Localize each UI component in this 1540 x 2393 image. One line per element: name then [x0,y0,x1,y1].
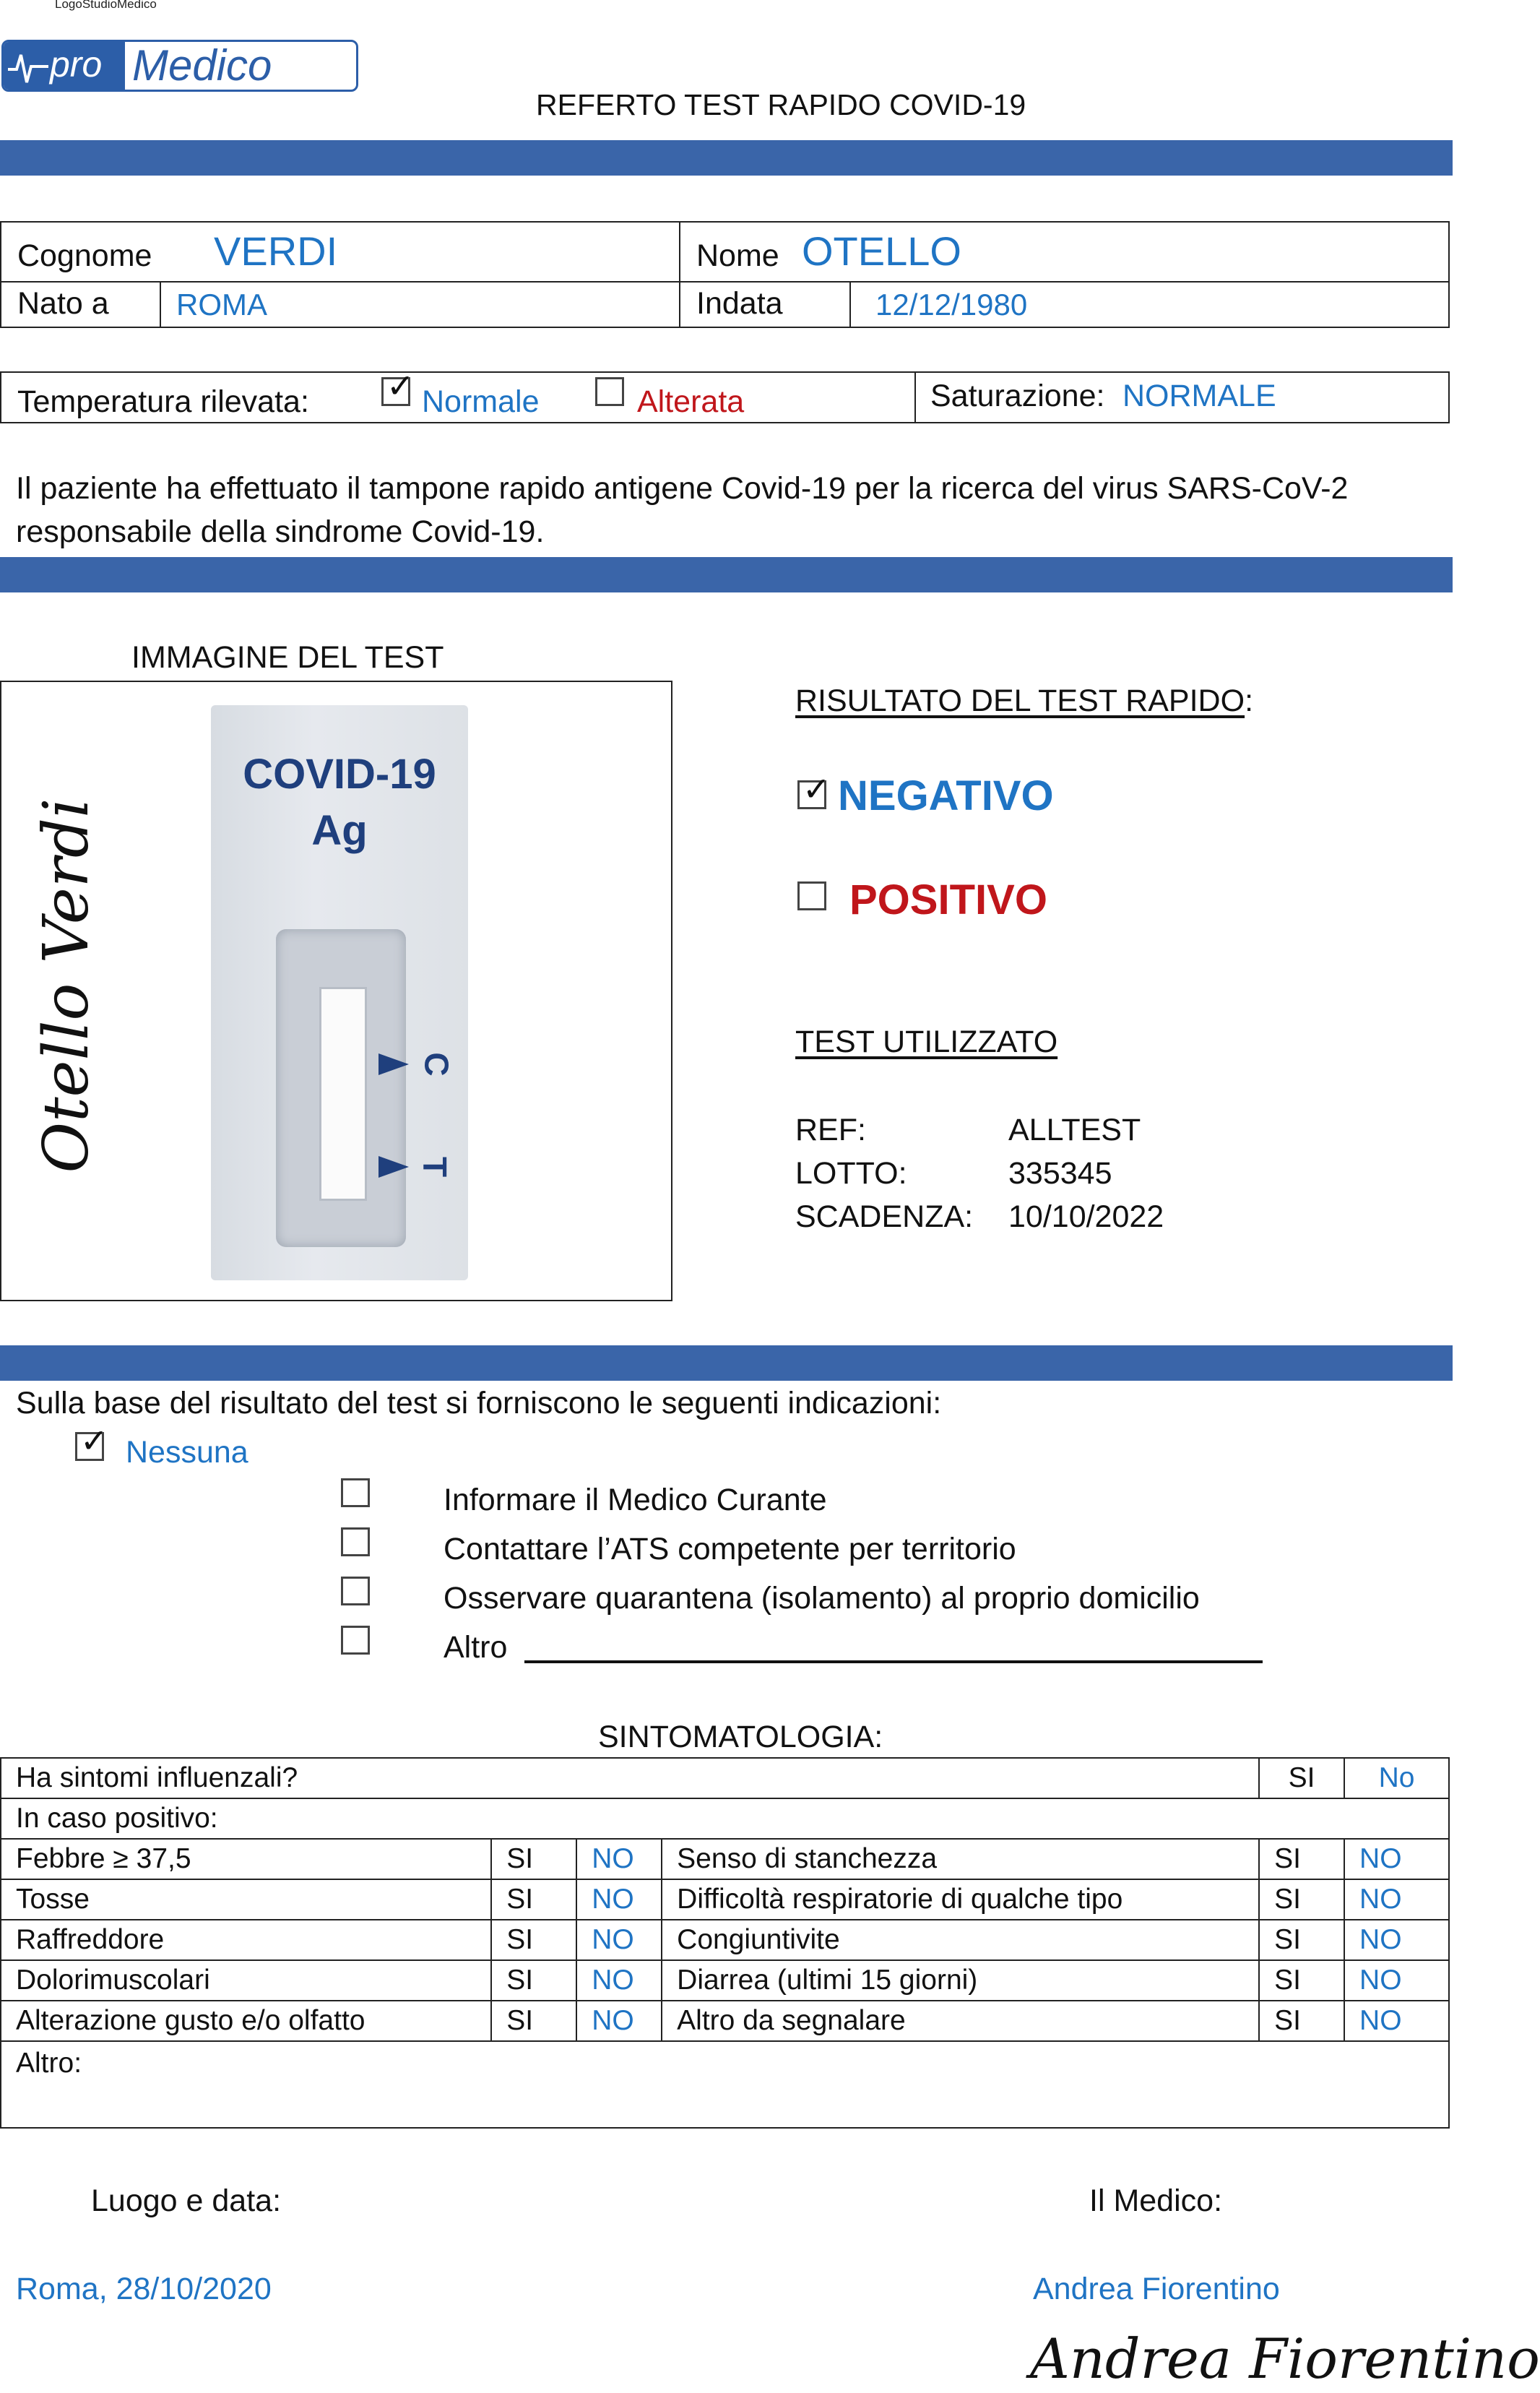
symptom-right-si[interactable]: SI [1259,1960,1344,2001]
result-heading-colon: : [1245,684,1254,718]
table-row [1,1839,1449,1879]
birthdate-label: Indata [696,286,783,321]
temp-normal-label: Normale [422,384,540,419]
symptom-left-no[interactable]: NO [576,1879,662,1920]
positive-label: POSITIVO [849,876,1047,923]
saturation-label: Saturazione: [930,379,1105,413]
vitals-table [0,366,1450,423]
symptom-right-no[interactable]: NO [1344,2001,1449,2041]
checkmark-icon: ✓ [803,769,831,809]
temp-altered-checkbox[interactable] [595,377,624,406]
symptom-left-si[interactable]: SI [491,2001,576,2041]
test-used-expiry-value: 10/10/2022 [1008,1199,1164,1234]
indication-checkbox-1[interactable] [341,1478,370,1507]
logo [1,40,358,92]
test-used-ref-label: REF: [795,1113,866,1147]
birthdate-value: 12/12/1980 [875,288,1028,322]
temp-normal-checkbox[interactable] [381,366,415,406]
indication-option-3: Osservare quarantena (isolamento) al proprio domicilio [444,1581,1200,1616]
birthplace-label: Nato a [17,286,109,321]
flu-question: Ha sintomi influenzali? [1,1758,1259,1798]
indication-other-line[interactable] [524,1660,1263,1663]
test-used-ref-value: ALLTEST [1008,1113,1141,1147]
place-date-value: Roma, 28/10/2020 [16,2272,272,2306]
symptom-left-si[interactable]: SI [491,1960,576,2001]
symptom-right-si[interactable]: SI [1259,1839,1344,1879]
symptoms-table [0,1757,1450,2129]
symptom-left-si[interactable]: SI [491,1879,576,1920]
symptom-right-label: Diarrea (ultimi 15 giorni) [662,1960,1259,2001]
test-strip [319,987,367,1201]
symptom-left-no[interactable]: NO [576,1960,662,2001]
symptom-right-si[interactable]: SI [1259,2001,1344,2041]
indication-none-checkbox[interactable] [75,1421,108,1461]
logo-pro-text: pro [50,44,103,85]
flu-no[interactable]: No [1344,1758,1449,1798]
symptoms-other-label[interactable]: Altro: [1,2041,1449,2128]
indication-option-4: Altro [444,1630,508,1665]
surname-value: VERDI [214,228,338,274]
doctor-label: Il Medico: [1089,2183,1223,2218]
symptom-right-no[interactable]: NO [1344,1960,1449,2001]
birthplace-value: ROMA [176,288,267,322]
test-used-expiry-label: SCADENZA: [795,1199,974,1234]
t-marker-arrow-icon [378,1156,409,1178]
header-band [0,140,1453,176]
indication-checkbox-3[interactable] [341,1577,370,1605]
heartbeat-icon [7,45,50,88]
temperature-label: Temperatura rilevata: [17,384,309,419]
logo-medico-text: Medico [132,41,272,90]
test-cassette [211,705,468,1280]
symptom-right-label: Senso di stanchezza [662,1839,1259,1879]
symptom-right-label: Congiuntivite [662,1920,1259,1960]
symptom-left-si[interactable]: SI [491,1920,576,1960]
symptom-right-no[interactable]: NO [1344,1879,1449,1920]
doctor-name: Andrea Fiorentino [1033,2272,1280,2306]
intro-line-2: responsabile della sindrome Covid-19. [16,514,545,549]
table-row [1,1920,1449,1960]
symptom-left-si[interactable]: SI [491,1839,576,1879]
checkmark-icon: ✓ [386,366,415,405]
symptom-left-label: Raffreddore [1,1920,491,1960]
symptom-left-label: Tosse [1,1879,491,1920]
logo-badge [4,42,125,90]
symptoms-flu-row [1,1758,1449,1798]
symptom-left-label: Alterazione gusto e/o olfatto [1,2001,491,2041]
symptom-left-no[interactable]: NO [576,1920,662,1960]
symptom-left-label: Febbre ≥ 37,5 [1,1839,491,1879]
c-marker-arrow-icon [378,1053,409,1075]
handwritten-patient-name: Otello Verdi [30,798,103,1173]
name-label: Nome [696,238,779,273]
symptom-right-si[interactable]: SI [1259,1879,1344,1920]
table-row [1,1960,1449,2001]
result-window [276,929,406,1247]
result-heading [795,684,1253,719]
cassette-label-1: COVID-19 [243,751,436,798]
doctor-signature: Andrea Fiorentino [1030,2327,1540,2391]
symptom-left-label: Dolorimuscolari [1,1960,491,2001]
symptom-left-no[interactable]: NO [576,2001,662,2041]
indications-heading: Sulla base del risultato del test si forniscono le seguenti indicazioni: [16,1386,942,1420]
symptoms-other-row [1,2041,1449,2128]
result-heading-text: RISULTATO DEL TEST RAPIDO [795,684,1245,718]
symptom-right-si[interactable]: SI [1259,1920,1344,1960]
flu-si[interactable]: SI [1259,1758,1344,1798]
test-used-heading: TEST UTILIZZATO [795,1025,1058,1059]
symptoms-heading: SINTOMATOLOGIA: [598,1720,883,1754]
table-row [1,1879,1449,1920]
test-used-lot-value: 335345 [1008,1156,1112,1191]
test-image-caption: IMMAGINE DEL TEST [131,640,444,675]
positive-checkbox[interactable] [797,881,826,910]
symptom-right-no[interactable]: NO [1344,1839,1449,1879]
checkmark-icon: ✓ [80,1421,108,1460]
test-image-frame [0,681,672,1301]
symptom-right-label: Difficoltà respiratorie di qualche tipo [662,1879,1259,1920]
name-value: OTELLO [802,228,961,274]
temp-altered-label: Alterata [637,384,745,419]
negative-checkbox[interactable] [797,769,831,809]
test-used-lot-label: LOTTO: [795,1156,907,1191]
indication-option-1: Informare il Medico Curante [444,1483,827,1517]
indication-none-label: Nessuna [126,1435,248,1470]
patient-table [0,221,1450,328]
symptom-right-label: Altro da segnalare [662,2001,1259,2041]
section-band-2 [0,557,1453,592]
saturation-value: NORMALE [1122,379,1276,413]
t-marker-label: T [416,1156,454,1178]
indication-checkbox-4[interactable] [341,1626,370,1655]
symptom-left-no[interactable]: NO [576,1839,662,1879]
symptom-right-no[interactable]: NO [1344,1920,1449,1960]
logo-caption: LogoStudioMedico [55,0,157,11]
negative-label: NEGATIVO [838,772,1054,819]
table-row [1,2001,1449,2041]
intro-line-1: Il paziente ha effettuato il tampone rapido antigene Covid-19 per la ricerca del virus SARS-CoV-2 [16,471,1349,506]
cassette-label-2: Ag [311,807,368,854]
surname-label: Cognome [17,238,152,273]
if-positive-label: In caso positivo: [1,1798,1449,1839]
section-band-3 [0,1345,1453,1381]
place-date-label: Luogo e data: [91,2183,282,2218]
document-title: REFERTO TEST RAPIDO COVID-19 [536,88,1026,121]
symptoms-if-positive-row [1,1798,1449,1839]
indication-option-2: Contattare l’ATS competente per territorio [444,1532,1016,1566]
indication-checkbox-2[interactable] [341,1527,370,1556]
c-marker-label: C [418,1052,456,1077]
